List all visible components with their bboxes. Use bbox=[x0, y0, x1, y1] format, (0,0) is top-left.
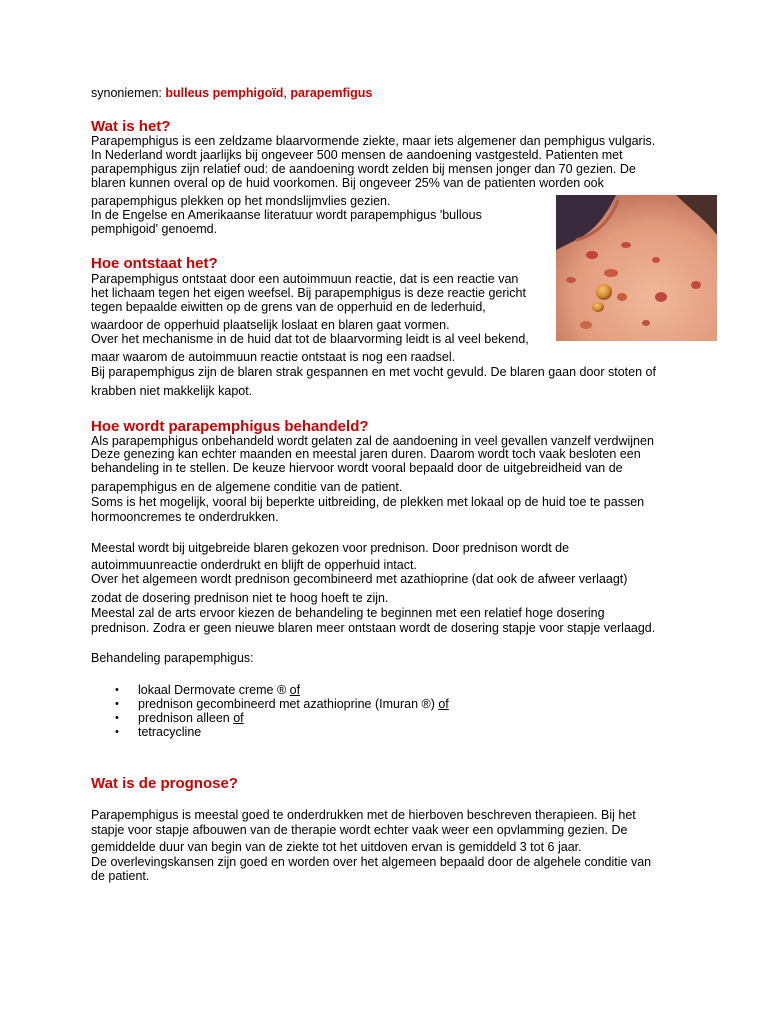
paragraph-line: parapemphigus zijn relatief oud: de aandoening wordt zelden bij mensen jonger dan 70 gezien. De bbox=[91, 162, 636, 176]
paragraph-line: behandeling in te stellen. De keuze hiervoor wordt vooral bepaald door de uitgebreidheid van de bbox=[91, 461, 623, 475]
paragraph-line: waardoor de opperhuid plaatselijk loslaat en blaren gaat vormen. bbox=[91, 318, 450, 332]
paragraph-line: Meestal zal de arts ervoor kiezen de behandeling te beginnen met een relatief hoge dosering bbox=[91, 606, 605, 620]
paragraph-line: prednison. Zodra er geen nieuwe blaren meer ontstaan wordt de dosering stapje voor stapje verlaagd. bbox=[91, 621, 656, 635]
heading-hoe-ontstaat-het: Hoe ontstaat het? bbox=[91, 255, 218, 272]
paragraph-line: zodat de dosering prednison niet te hoog hoeft te zijn. bbox=[91, 591, 389, 605]
photo-illustration bbox=[556, 195, 717, 341]
list-bullet: • bbox=[115, 712, 119, 724]
list-bullet: • bbox=[115, 684, 119, 696]
paragraph-line: het lichaam tegen het eigen weefsel. Bij parapemphigus is deze reactie gericht bbox=[91, 286, 526, 300]
heading-wat-is-het: Wat is het? bbox=[91, 118, 171, 135]
heading-behandeling: Hoe wordt parapemphigus behandeld? bbox=[91, 418, 369, 435]
list-bullet: • bbox=[115, 726, 119, 738]
paragraph-line: tegen bepaalde eiwitten op de grens van de opperhuid en de lederhuid, bbox=[91, 300, 486, 314]
paragraph-line: Bij parapemphigus zijn de blaren strak gespannen en met vocht gevuld. De blaren gaan door stoten of bbox=[91, 365, 656, 379]
paragraph-line: parapemphigus plekken op het mondslijmvlies gezien. bbox=[91, 194, 391, 208]
paragraph-line: Meestal wordt bij uitgebreide blaren gekozen voor prednison. Door prednison wordt de bbox=[91, 541, 570, 555]
synonym-separator: , bbox=[283, 86, 291, 100]
paragraph-line: Over het algemeen wordt prednison gecombineerd met azathioprine (dat ook de afweer verlaagt) bbox=[91, 572, 628, 586]
paragraph-line: parapemphigus en de algemene conditie van de patient. bbox=[91, 480, 403, 494]
synonym-link-2[interactable]: parapemfigus bbox=[290, 86, 373, 100]
list-item: tetracycline bbox=[138, 725, 202, 739]
paragraph-line: stapje voor stapje afbouwen van de therapie wordt echter vaak weer een opvlamming gezien. De bbox=[91, 823, 628, 837]
paragraph-line: Als parapemphigus onbehandeld wordt gelaten zal de aandoening in veel gevallen vanzelf verdwijnen bbox=[91, 434, 654, 448]
skin-blisters-photo bbox=[556, 195, 717, 341]
synonyms-label: synoniemen: bbox=[91, 86, 166, 100]
paragraph-line: blaren kunnen overal op de huid voorkomen. Bij ongeveer 25% van de patienten worden ook bbox=[91, 176, 604, 190]
treatment-list-title: Behandeling parapemphigus: bbox=[91, 651, 254, 665]
heading-prognose: Wat is de prognose? bbox=[91, 775, 238, 792]
list-item: lokaal Dermovate creme ® of bbox=[138, 683, 301, 697]
paragraph-line: gemiddelde duur van begin van de ziekte tot het uitdoven ervan is gemiddeld 3 tot 6 jaar. bbox=[91, 840, 582, 854]
synonyms-line bbox=[91, 86, 372, 100]
list-bullet: • bbox=[115, 698, 119, 710]
paragraph-line: Deze genezing kan echter maanden en meestal jaren duren. Daarom wordt toch vaak besloten een bbox=[91, 447, 641, 461]
paragraph-line: krabben niet makkelijk kapot. bbox=[91, 384, 253, 398]
list-item: prednison gecombineerd met azathioprine (Imuran ®) of bbox=[138, 697, 449, 711]
paragraph-line: hormooncremes te onderdrukken. bbox=[91, 510, 279, 524]
paragraph-line: autoimmuunreactie onderdrukt en blijft de opperhuid intact. bbox=[91, 558, 417, 572]
paragraph-line: De overlevingskansen zijn goed en worden over het algemeen bepaald door de algehele conditie van bbox=[91, 855, 652, 869]
paragraph-line: In de Engelse en Amerikaanse literatuur wordt parapemphigus 'bullous bbox=[91, 208, 482, 222]
paragraph-line: Over het mechanisme in de huid dat tot de blaarvorming leidt is al veel bekend, bbox=[91, 332, 529, 346]
list-item: prednison alleen of bbox=[138, 711, 244, 725]
paragraph-line: Parapemphigus is meestal goed te onderdrukken met de hierboven beschreven therapieen. Bij het bbox=[91, 808, 636, 822]
paragraph-line: maar waarom de autoimmuun reactie ontstaat is nog een raadsel. bbox=[91, 350, 456, 364]
synonym-link-1[interactable]: bulleus pemphigoïd bbox=[165, 86, 284, 100]
paragraph-line: Parapemphigus ontstaat door een autoimmuun reactie, dat is een reactie van bbox=[91, 272, 519, 286]
paragraph-line: Parapemphigus is een zeldzame blaarvormende ziekte, maar iets algemener dan pemphigus vulgaris. bbox=[91, 134, 656, 148]
paragraph-line: In Nederland wordt jaarlijks bij ongeveer 500 mensen de aandoening vastgesteld. Patienten met bbox=[91, 148, 623, 162]
paragraph-line: de patient. bbox=[91, 869, 150, 883]
paragraph-line: pemphigoid' genoemd. bbox=[91, 222, 218, 236]
paragraph-line: Soms is het mogelijk, vooral bij beperkte uitbreiding, de plekken met lokaal op de huid toe te passen bbox=[91, 495, 645, 509]
